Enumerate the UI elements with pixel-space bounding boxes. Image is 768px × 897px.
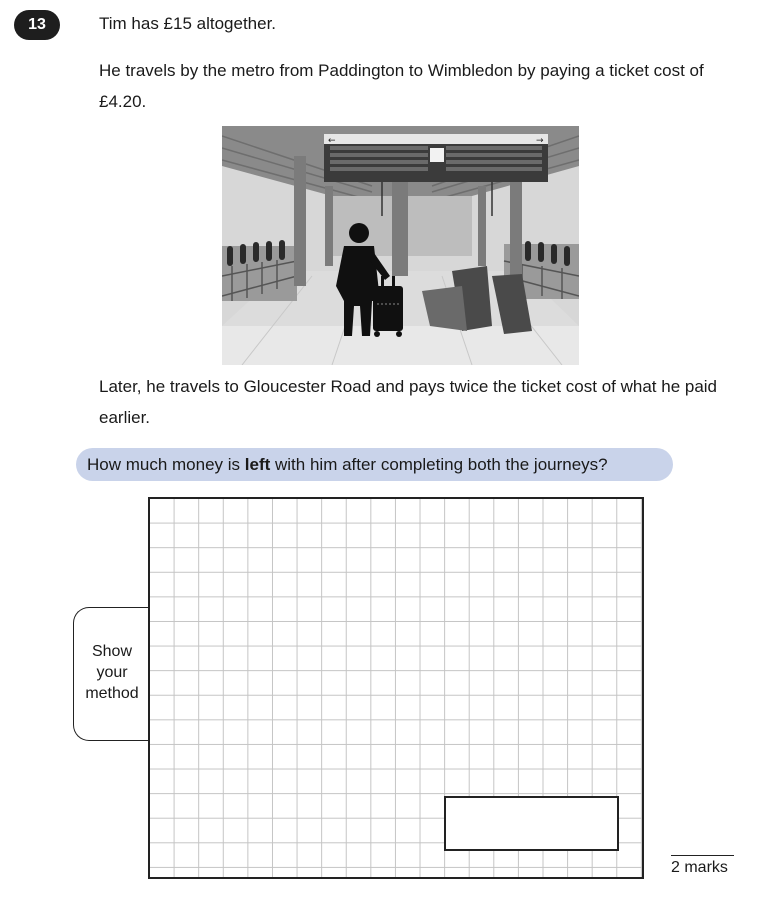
- show-method-line1: Show: [91, 643, 133, 660]
- journey-one-text: He travels by the metro from Paddington to Wimbledon by paying a ticket cost of £4.20.: [99, 61, 704, 111]
- show-method-line3: method: [85, 685, 139, 702]
- question-prompt: [76, 448, 673, 481]
- journey-two-text: Later, he travels to Gloucester Road and pays twice the ticket cost of what he paid earlier.: [99, 377, 718, 427]
- show-method-label: [73, 641, 151, 704]
- marks-divider: [671, 855, 734, 856]
- question-text-before: How much money is: [87, 455, 245, 474]
- svg-text:←: ←: [328, 136, 336, 146]
- train-station-illustration: [222, 126, 579, 365]
- question-text-after: with him after completing both the journeys?: [270, 455, 608, 474]
- answer-box[interactable]: [444, 796, 619, 851]
- question-text-bold: left: [244, 455, 271, 474]
- svg-text:→: →: [536, 136, 544, 146]
- question-number: 13: [14, 10, 60, 40]
- show-method-line2: your: [96, 664, 128, 681]
- intro-text: Tim has £15 altogether.: [99, 14, 277, 33]
- marks-label: 2 marks: [671, 859, 728, 876]
